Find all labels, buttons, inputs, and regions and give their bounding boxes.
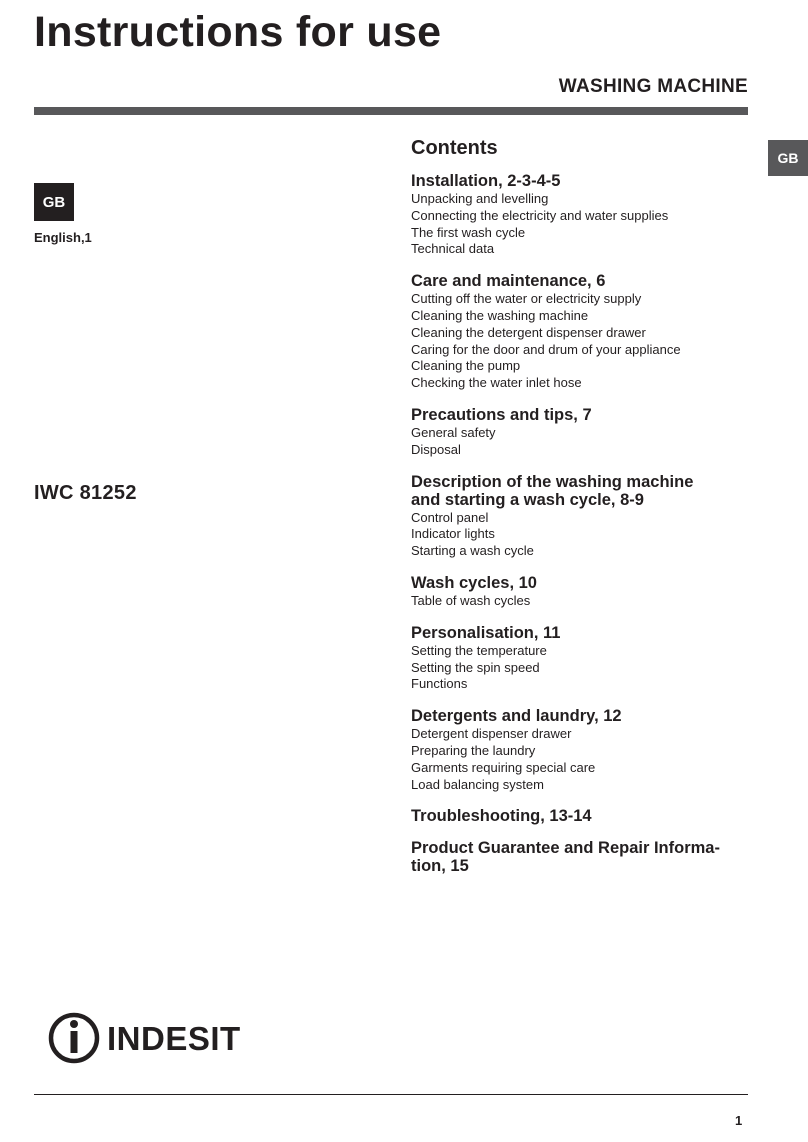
toc-item[interactable]: Indicator lights bbox=[411, 526, 495, 542]
toc-section bbox=[411, 625, 751, 693]
indesit-logo-icon bbox=[51, 1015, 97, 1061]
toc-item[interactable]: General safety bbox=[411, 424, 496, 440]
toc-section-heading[interactable]: Personalisation, 11 bbox=[411, 623, 561, 642]
toc-item[interactable]: Functions bbox=[411, 676, 468, 692]
toc-section bbox=[411, 840, 751, 875]
language-side-tab: GB bbox=[768, 140, 808, 176]
toc-section bbox=[411, 808, 751, 825]
toc-section bbox=[411, 407, 751, 459]
toc-section bbox=[411, 708, 751, 793]
toc-item[interactable]: Starting a wash cycle bbox=[411, 543, 534, 559]
indesit-logo bbox=[48, 1010, 258, 1066]
language-code-badge: GB bbox=[34, 183, 74, 221]
logo-wordmark: INDESIT bbox=[107, 1020, 241, 1057]
toc-section-heading[interactable]: Detergents and laundry, 12 bbox=[411, 707, 622, 726]
toc-item[interactable]: Control panel bbox=[411, 509, 489, 525]
language-label: English,1 bbox=[34, 230, 92, 245]
toc-item[interactable]: Cleaning the washing machine bbox=[411, 307, 589, 323]
header-rule bbox=[34, 107, 748, 115]
toc-item[interactable]: Caring for the door and drum of your appliance bbox=[411, 341, 681, 357]
toc-item[interactable]: Unpacking and levelling bbox=[411, 191, 549, 206]
toc-section-heading[interactable]: and starting a wash cycle, 8-9 bbox=[411, 490, 644, 509]
toc-section-heading[interactable]: tion, 15 bbox=[411, 857, 469, 876]
page-number: 1 bbox=[735, 1113, 743, 1128]
toc-section bbox=[411, 273, 751, 392]
contents-title: Contents bbox=[411, 137, 498, 159]
toc-section bbox=[411, 474, 751, 560]
toc-item[interactable]: Setting the temperature bbox=[411, 642, 547, 658]
toc-section-heading[interactable]: Troubleshooting, 13-14 bbox=[411, 807, 592, 826]
toc-section-heading[interactable]: Installation, 2-3-4-5 bbox=[411, 172, 561, 190]
toc-section-heading[interactable]: Description of the washing machine bbox=[411, 472, 694, 491]
toc-section-heading[interactable]: Wash cycles, 10 bbox=[411, 573, 537, 592]
toc-item[interactable]: Cleaning the detergent dispenser drawer bbox=[411, 324, 646, 340]
toc-item[interactable]: Table of wash cycles bbox=[411, 592, 531, 608]
toc-item[interactable]: Setting the spin speed bbox=[411, 659, 540, 675]
toc-item[interactable]: Technical data bbox=[411, 241, 495, 257]
toc-section-heading[interactable]: Care and maintenance, 6 bbox=[411, 272, 606, 291]
document-title: Instructions for use bbox=[34, 8, 442, 56]
table-of-contents bbox=[411, 173, 751, 890]
toc-item[interactable]: Cutting off the water or electricity supply bbox=[411, 291, 642, 307]
toc-item[interactable]: Checking the water inlet hose bbox=[411, 375, 582, 391]
toc-item[interactable]: Disposal bbox=[411, 441, 461, 457]
toc-item[interactable]: Cleaning the pump bbox=[411, 358, 521, 374]
toc-item[interactable]: Detergent dispenser drawer bbox=[411, 726, 572, 742]
toc-section-heading[interactable]: Precautions and tips, 7 bbox=[411, 405, 592, 424]
toc-item[interactable]: The first wash cycle bbox=[411, 224, 526, 240]
toc-section-heading[interactable]: Product Guarantee and Repair Informa- bbox=[411, 839, 720, 858]
model-number: IWC 81252 bbox=[34, 482, 137, 504]
footer-rule bbox=[34, 1094, 748, 1095]
toc-section bbox=[411, 173, 751, 258]
product-type: WASHING MACHINE bbox=[558, 76, 748, 97]
toc-item[interactable]: Preparing the laundry bbox=[411, 742, 536, 758]
toc-item[interactable]: Connecting the electricity and water supplies bbox=[411, 207, 669, 223]
toc-item[interactable]: Load balancing system bbox=[411, 776, 544, 792]
toc-item[interactable]: Garments requiring special care bbox=[411, 759, 596, 775]
toc-section bbox=[411, 575, 751, 610]
